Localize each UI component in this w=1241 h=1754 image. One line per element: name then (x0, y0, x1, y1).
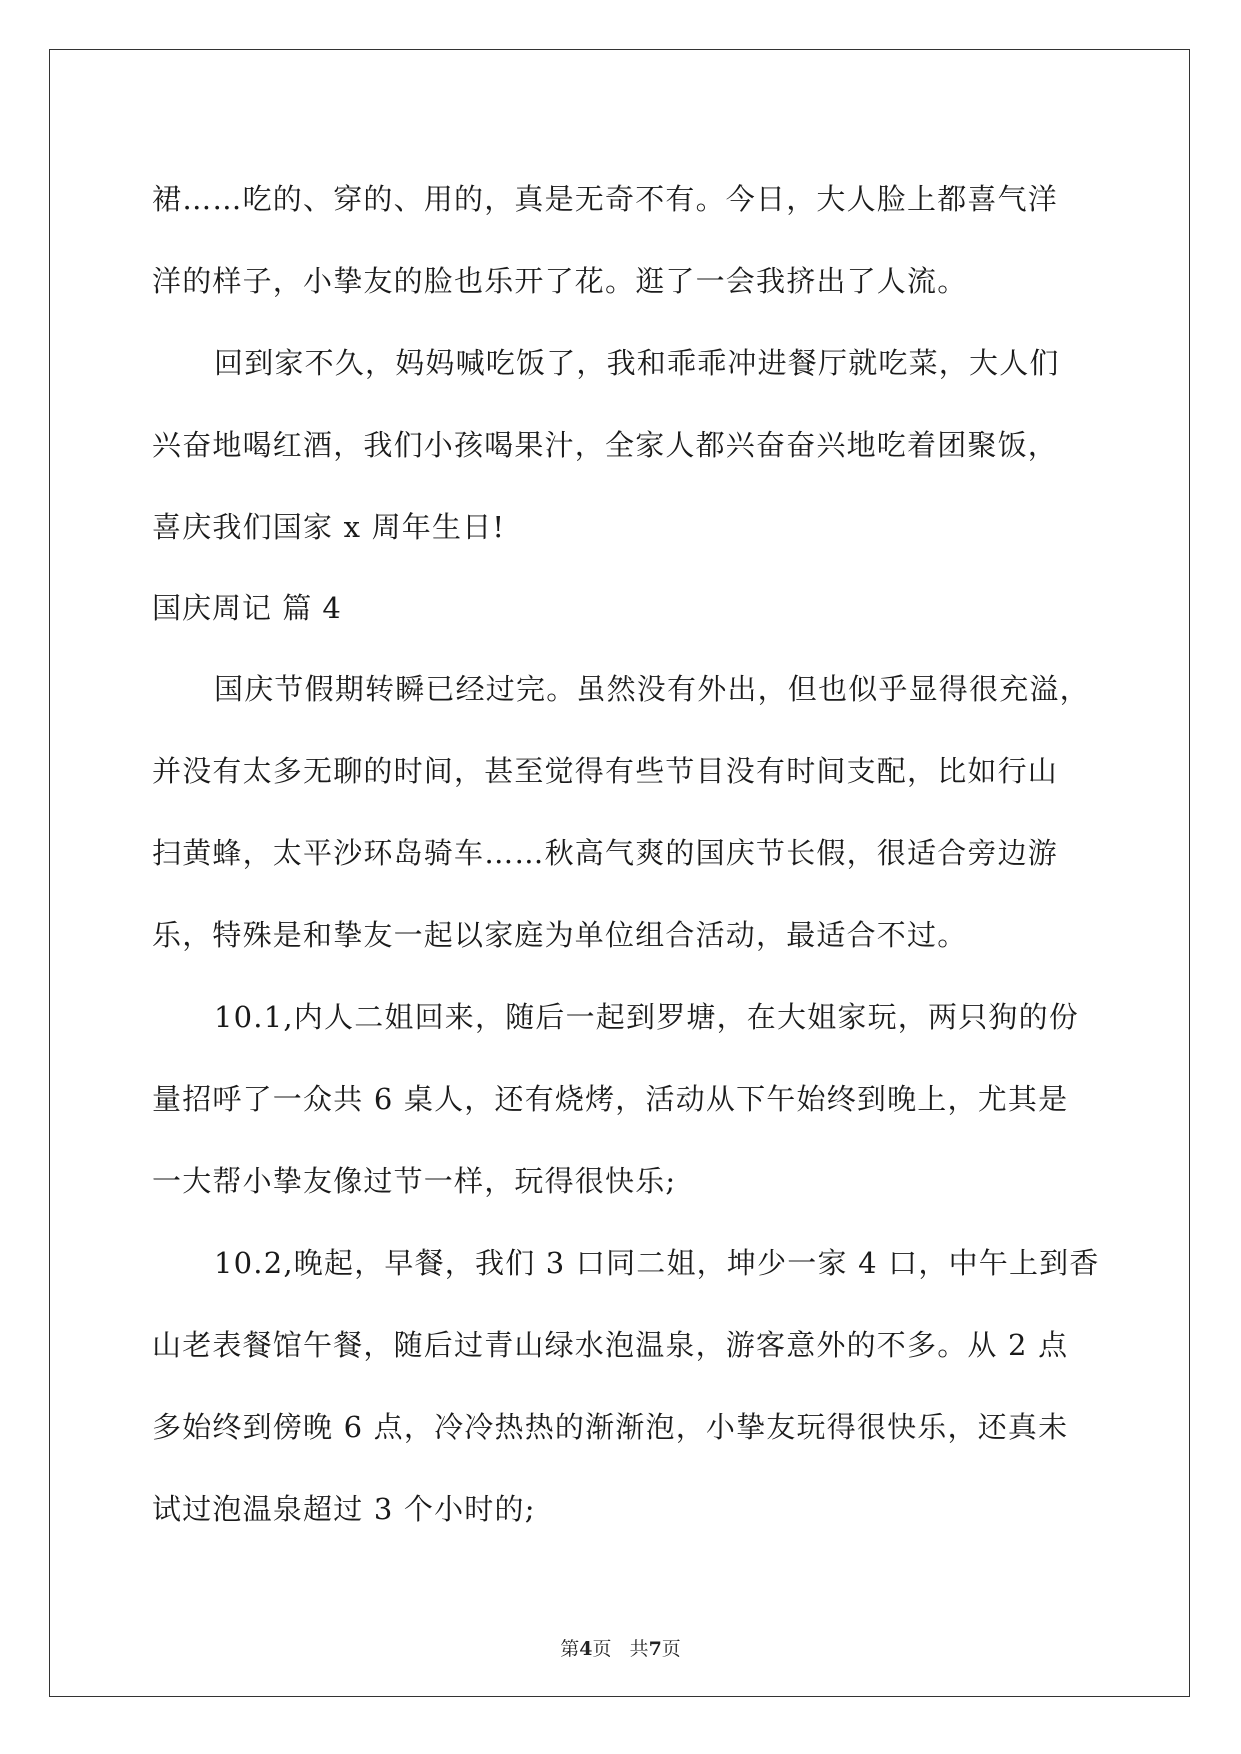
text-line: 多始终到傍晚 6 点，冷冷热热的渐渐泡，小挚友玩得很快乐，还真未 (152, 1410, 1069, 1444)
text-line: 试过泡温泉超过 3 个小时的; (152, 1492, 536, 1526)
footer-suffix: 页 (661, 1638, 681, 1660)
text-line: 扫黄蜂，太平沙环岛骑车……秋高气爽的国庆节长假，很适合旁边游 (152, 836, 1059, 870)
text-line: 山老表餐馆午餐，随后过青山绿水泡温泉，游客意外的不多。从 2 点 (152, 1328, 1069, 1362)
current-page-number: 4 (579, 1638, 593, 1660)
footer-mid: 页 共 (592, 1638, 649, 1660)
total-page-number: 7 (648, 1638, 662, 1660)
text-line: 乐，特殊是和挚友一起以家庭为单位组合活动，最适合不过。 (152, 918, 968, 952)
text-line: 国庆节假期转瞬已经过完。虽然没有外出，但也似乎显得很充溢， (214, 672, 1090, 706)
text-line: 并没有太多无聊的时间，甚至觉得有些节目没有时间支配，比如行山 (152, 754, 1059, 788)
text-line: 10.1,内人二姐回来，随后一起到罗塘，在大姐家玩，两只狗的份 (214, 1000, 1079, 1034)
text-line: 兴奋地喝红酒，我们小孩喝果汁，全家人都兴奋奋兴地吃着团聚饭， (152, 428, 1059, 462)
document-body (152, 158, 1100, 1550)
text-line: 一大帮小挚友像过节一样，玩得很快乐; (152, 1164, 677, 1198)
text-line: 裙……吃的、穿的、用的，真是无奇不有。今日，大人脸上都喜气洋 (152, 182, 1059, 216)
text-line: 10.2,晚起，早餐，我们 3 口同二姐，坤少一家 4 口，中午上到香 (214, 1246, 1100, 1280)
section-heading: 国庆周记 篇 4 (152, 591, 342, 625)
text-line: 喜庆我们国家 x 周年生日! (152, 510, 506, 544)
text-line: 量招呼了一众共 6 桌人，还有烧烤，活动从下午始终到晚上，尤其是 (152, 1082, 1069, 1116)
text-line: 洋的样子，小挚友的脸也乐开了花。逛了一会我挤出了人流。 (152, 264, 968, 298)
footer-prefix: 第 (560, 1638, 580, 1660)
text-line: 回到家不久，妈妈喊吃饭了，我和乖乖冲进餐厅就吃菜，大人们 (214, 346, 1060, 380)
page-footer (0, 1634, 1241, 1661)
